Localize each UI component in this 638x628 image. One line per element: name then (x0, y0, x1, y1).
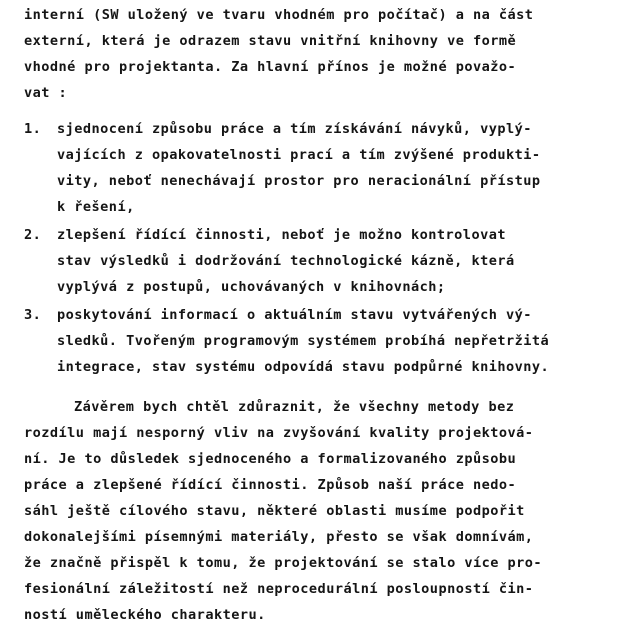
text-line: poskytování informací o aktuálním stavu vytvářených vý- (57, 307, 532, 323)
text-line: dokonalejšími písemnými materiály, přesto se však domnívám, (24, 529, 534, 545)
text-line: sjednocení způsobu práce a tím získávání návyků, vyplý- (57, 121, 532, 137)
text-line: Závěrem bych chtěl zdůraznit, že všechny metody bez (74, 399, 515, 415)
text-line: sáhl ještě cílového stavu, některé oblasti musíme podpořit (24, 503, 525, 519)
text-line: práce a zlepšené řídící činnosti. Způsob naší práce nedo- (24, 477, 517, 493)
text-line: rozdílu mají nesporný vliv na zvyšování kvality projektová- (24, 425, 534, 441)
text-line: k řešení, (57, 199, 135, 215)
list-number: 3. (24, 307, 42, 323)
text-line: sledků. Tvořeným programovým systémem probíhá nepřetržitá (57, 333, 550, 349)
text-line: vyplývá z postupů, uchovávaných v knihovnách; (57, 279, 446, 295)
text-line: vat : (24, 85, 68, 101)
text-line: vajících z opakovatelnosti prací a tím zvýšené produkti- (57, 147, 541, 163)
text-line: interní (SW uložený ve tvaru vhodném pro počítač) a na část (24, 7, 534, 23)
list-number: 1. (24, 121, 42, 137)
text-line: stav výsledků i dodržování technologické kázně, která (57, 253, 515, 269)
text-line: fesionální záležitostí než neprocedurální posloupností čin- (24, 581, 534, 597)
list-number: 2. (24, 227, 42, 243)
text-line: vity, neboť nenechávají prostor pro neracionální přístup (57, 173, 541, 189)
text-line: integrace, stav systému odpovídá stavu podpůrné knihovny. (57, 359, 550, 375)
text-line: vhodné pro projektanta. Za hlavní přínos je možné považo- (24, 59, 517, 75)
text-line: ností uměleckého charakteru. (24, 607, 266, 623)
text-line: zlepšení řídící činnosti, neboť je možno kontrolovat (57, 227, 506, 243)
text-line: že značně přispěl k tomu, že projektování se stalo více pro- (24, 555, 543, 571)
text-line: externí, která je odrazem stavu vnitřní knihovny ve formě (24, 33, 517, 49)
text-line: ní. Je to důsledek sjednoceného a formalizovaného způsobu (24, 451, 517, 467)
